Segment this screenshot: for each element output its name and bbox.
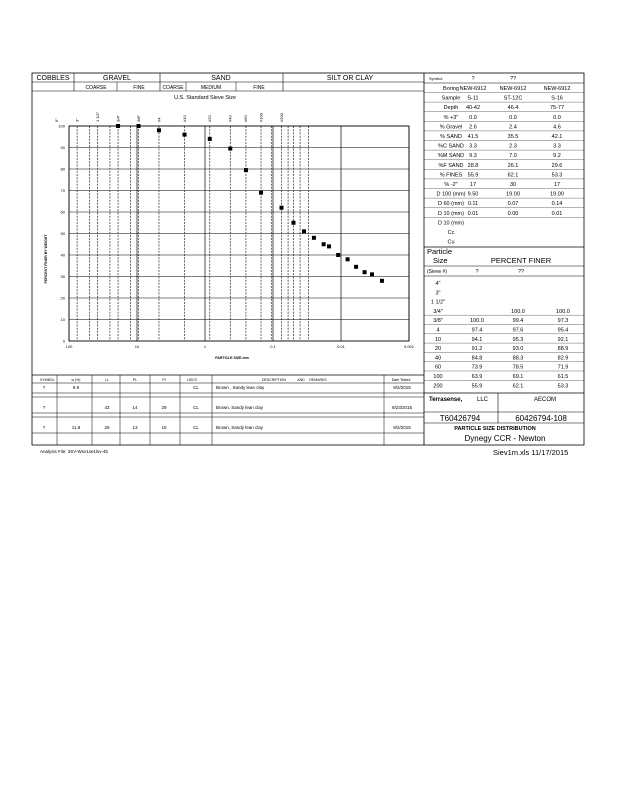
chart-area xyxy=(54,111,415,349)
percent-finer-value: 99.4 xyxy=(512,318,524,325)
data-point xyxy=(208,137,212,141)
sand-fine-label: FINE xyxy=(253,85,265,91)
percent-finer-value: 55.9 xyxy=(471,383,483,390)
data-point xyxy=(380,279,384,283)
percent-finer-value: 69.1 xyxy=(512,374,524,380)
property-value: 0.00 xyxy=(507,210,519,217)
date-tested: 9/2/2015 xyxy=(393,425,411,430)
sieve-label: #200 xyxy=(278,113,284,122)
y-tick-label: 50 xyxy=(60,231,65,236)
property-label: D 100 (mm) xyxy=(436,191,466,198)
percent-finer-value: 93.0 xyxy=(512,346,524,353)
uscs-value: CL xyxy=(193,405,199,410)
percent-finer-value: 97.3 xyxy=(557,318,569,325)
y-tick-label: 80 xyxy=(60,166,65,172)
percent-finer-value: 73.9 xyxy=(471,364,483,371)
percent-finer-value: 97.6 xyxy=(512,327,524,334)
percent-finer-value: 91.2 xyxy=(471,346,483,353)
percent-finer-value: 61.5 xyxy=(557,374,569,380)
y-tick-label: 10 xyxy=(60,317,65,322)
moisture-value: 11.8 xyxy=(71,425,81,430)
property-value: 28.8 xyxy=(467,162,479,169)
sieve-size-label: 40 xyxy=(434,355,442,362)
data-point xyxy=(244,168,248,172)
date-tested: 9/2/2015 xyxy=(393,385,411,390)
date-tested: 9/23/2015 xyxy=(391,405,413,410)
column-header: DESCRIPTION xyxy=(262,378,286,382)
pl-value: 13 xyxy=(132,425,138,430)
silt-clay-label: SILT OR CLAY xyxy=(326,75,374,82)
property-label: %F SAND xyxy=(438,162,464,169)
gravel-coarse-label: COARSE xyxy=(85,85,107,91)
pi-value: 29 xyxy=(161,405,167,410)
y-tick-label: 40 xyxy=(60,252,65,258)
job-number-1: T60426794 xyxy=(439,414,481,423)
data-point xyxy=(302,229,306,233)
column-header: PI xyxy=(162,378,166,382)
sample-description-table xyxy=(32,375,424,445)
x-tick-label: 0.001 xyxy=(403,344,415,349)
property-value: NEW-6912 xyxy=(499,86,527,92)
data-point xyxy=(279,206,283,210)
property-label: Cu xyxy=(447,239,455,246)
data-point xyxy=(327,244,331,248)
percent-finer-value: 92.1 xyxy=(557,336,569,343)
sample-description: Brown, Sandy lean clay xyxy=(216,425,264,430)
property-value: 9.2 xyxy=(553,153,561,160)
y-tick-label: 90 xyxy=(60,145,65,150)
property-value: 3.3 xyxy=(469,143,477,150)
sieve-label: 6" xyxy=(53,118,59,122)
symbol-value: ?? xyxy=(509,76,517,82)
data-point xyxy=(346,257,350,261)
data-point xyxy=(116,124,120,128)
property-value: 19.00 xyxy=(550,191,564,198)
data-point xyxy=(322,242,326,246)
data-point xyxy=(291,221,295,225)
classification-header xyxy=(32,73,424,91)
sample-description: Brown, Sandy lean clay xyxy=(216,405,264,410)
property-label: %C SAND xyxy=(438,143,464,150)
property-label: Cc xyxy=(447,230,455,236)
property-value: NEW-6912 xyxy=(543,86,571,92)
property-value: 9.50 xyxy=(467,191,479,198)
percent-finer-value: 88.3 xyxy=(512,355,524,362)
gravel-label: GRAVEL xyxy=(103,75,131,82)
symbol-value: ? xyxy=(471,76,475,82)
percent-finer-value: 71.9 xyxy=(557,364,569,371)
property-label: D 60 (mm) xyxy=(438,201,464,208)
ll-value: 29 xyxy=(104,425,110,430)
sieve-size-label: 4 xyxy=(436,327,440,334)
property-value: 2.4 xyxy=(509,124,517,131)
property-value: 2.3 xyxy=(509,143,517,150)
sieve-label: 1 1/2" xyxy=(94,111,100,122)
property-value: 0.01 xyxy=(467,210,479,217)
distribution-title: PARTICLE SIZE DISTRIBUTION xyxy=(454,426,536,432)
sieve-label: 3/4" xyxy=(115,115,121,122)
property-value: 3.3 xyxy=(553,143,561,150)
property-label: Boring xyxy=(443,86,459,92)
property-value: 40-42 xyxy=(465,105,481,112)
property-label: D 10 (mm) xyxy=(438,220,464,227)
percent-finer-value: 100.0 xyxy=(470,318,484,325)
ll-value: 43 xyxy=(104,405,110,410)
cobbles-label: COBBLES xyxy=(36,75,70,82)
moisture-value: 9.9 xyxy=(72,385,80,390)
property-label: % +3" xyxy=(443,114,459,121)
company-name: Terrasense, xyxy=(429,397,463,403)
property-value: 4.6 xyxy=(553,124,561,131)
size-label: Size xyxy=(433,256,448,265)
percent-finer-value: 82.9 xyxy=(557,355,569,362)
finer-symbol: ?? xyxy=(517,269,525,275)
symbol-header: Symbol xyxy=(429,76,443,81)
sieve-label: #10 xyxy=(181,115,187,122)
company-llc: LLC xyxy=(477,397,489,403)
property-value: 41.5 xyxy=(467,134,479,140)
property-value: S-11 xyxy=(467,95,479,102)
percent-finer-value: 78.5 xyxy=(512,364,524,371)
sand-medium-label: MEDIUM xyxy=(200,85,222,91)
gravel-fine-label: FINE xyxy=(133,85,145,91)
y-tick-label: 70 xyxy=(60,188,65,193)
property-value: 53.3 xyxy=(551,172,563,179)
property-value: 7.0 xyxy=(509,153,517,160)
project-name: Dynegy CCR - Newton xyxy=(464,434,546,443)
job-number-2: 60426794-108 xyxy=(515,414,567,423)
data-point xyxy=(336,253,340,257)
property-label: Depth xyxy=(443,105,459,112)
column-header: LL xyxy=(105,378,109,382)
sieve-size-label: 100 xyxy=(433,374,443,380)
property-value: 17 xyxy=(469,182,477,188)
column-header: USCS xyxy=(187,378,197,382)
property-value: 0.11 xyxy=(467,201,479,208)
percent-finer-table xyxy=(424,247,584,389)
sieve-size-title: U.S. Standard Sieve Size xyxy=(173,95,237,101)
property-value: 29.6 xyxy=(551,162,563,169)
sieve-label: #4 xyxy=(156,117,162,122)
index-properties-table xyxy=(424,76,584,246)
sieve-label: 3/8" xyxy=(135,115,141,122)
property-label: % SAND xyxy=(440,134,462,140)
property-value: 75-77 xyxy=(549,105,565,112)
percent-finer-value: 88.9 xyxy=(557,346,569,353)
sieve-label: #40 xyxy=(227,115,233,122)
property-value: 0.07 xyxy=(507,201,519,208)
data-point xyxy=(183,133,187,137)
y-tick-label: 100 xyxy=(58,123,65,129)
property-label: D 10 (mm) xyxy=(438,210,464,217)
title-block xyxy=(424,393,584,443)
property-value: 30 xyxy=(509,182,517,188)
property-value: ST-12C xyxy=(503,95,523,102)
property-value: 17 xyxy=(553,182,561,188)
x-tick-label: 0.01 xyxy=(337,344,345,349)
y-tick-label: 20 xyxy=(60,295,65,301)
property-value: S-16 xyxy=(551,95,563,102)
property-value: 0.0 xyxy=(553,114,561,121)
sand-label: SAND xyxy=(211,75,231,82)
data-point xyxy=(363,270,367,274)
property-value: 2.6 xyxy=(469,124,477,131)
property-value: 55.9 xyxy=(467,172,479,179)
property-value: 46.4 xyxy=(507,105,519,112)
client-name: AECOM xyxy=(534,397,557,403)
sieve-size-label: 3/4" xyxy=(433,308,443,315)
percent-finer-value: 94.1 xyxy=(471,336,483,343)
column-header: Date Tested xyxy=(391,378,411,382)
column-header: PL xyxy=(132,378,138,382)
sieve-hash-label: (Sieve #) xyxy=(427,269,448,275)
property-value: 0.0 xyxy=(469,114,477,121)
column-header: w (%) xyxy=(71,378,81,382)
sample-symbol: ? xyxy=(42,405,46,410)
percent-finer-value: 53.3 xyxy=(557,383,569,390)
property-label: %M SAND xyxy=(437,153,465,160)
sieve-label: 3" xyxy=(74,118,80,122)
y-tick-label: 30 xyxy=(60,274,65,279)
property-value: 0.14 xyxy=(551,201,563,208)
property-value: NEW-6912 xyxy=(459,86,487,92)
property-label: Sample xyxy=(441,95,461,102)
property-value: 42.1 xyxy=(551,134,563,140)
data-point xyxy=(137,124,141,128)
percent-finer-value: 95.3 xyxy=(512,336,524,343)
analysis-file: Analysis File: 3SV-Wsx1xe1lsv-4b xyxy=(40,449,109,454)
finer-symbol: ? xyxy=(475,269,479,275)
column-header: SYMBOL xyxy=(40,378,55,382)
property-label: % -2" xyxy=(444,182,458,188)
sieve-size-label: 3/8" xyxy=(433,318,443,325)
percent-finer-value: 100.0 xyxy=(556,308,570,315)
sieve-label: #20 xyxy=(207,115,213,122)
sample-symbol: ? xyxy=(42,425,46,430)
percent-finer-value: 84.8 xyxy=(471,355,483,362)
sieve-size-label: 200 xyxy=(433,383,443,390)
property-value: 9.3 xyxy=(469,153,477,160)
pl-value: 14 xyxy=(132,405,138,410)
sample-description: Brown , Sandy lean clay xyxy=(216,385,265,390)
data-point xyxy=(354,265,358,269)
percent-finer-value: 95.4 xyxy=(557,327,569,334)
sand-coarse-label: COARSE xyxy=(162,85,184,91)
pi-value: 16 xyxy=(161,425,167,430)
sieve-size-label: 3" xyxy=(435,290,441,297)
property-value: 19.00 xyxy=(506,191,520,198)
percent-finer-value: 97.4 xyxy=(471,327,483,334)
sample-symbol: ? xyxy=(42,385,46,390)
column-header: AND xyxy=(297,378,305,382)
percent-finer-value: 62.1 xyxy=(512,383,524,390)
sieve-size-label: 20 xyxy=(434,346,442,353)
y-tick-label: 60 xyxy=(60,209,65,215)
spreadsheet-file: Siev1m.xls 11/17/2015 xyxy=(493,448,569,457)
property-label: % FINES xyxy=(439,172,463,179)
sieve-size-label: 1 1/2" xyxy=(430,299,446,306)
x-tick-label: 1 xyxy=(203,344,207,349)
x-tick-label: 100 xyxy=(65,344,73,349)
percent-finer-value: 100.0 xyxy=(511,308,525,315)
sieve-size-label: 4" xyxy=(435,281,441,287)
data-point xyxy=(157,128,161,132)
data-point xyxy=(370,272,374,276)
percent-finer-header: PERCENT FINER xyxy=(490,256,552,265)
data-point xyxy=(228,147,232,151)
x-tick-label: 0.1 xyxy=(270,344,276,349)
property-value: 26.1 xyxy=(507,162,519,169)
x-tick-label: 10 xyxy=(134,344,140,349)
sieve-label: #100 xyxy=(258,113,264,122)
uscs-value: CL xyxy=(193,385,199,390)
sieve-size-label: 60 xyxy=(434,364,442,371)
sieve-size-label: 10 xyxy=(434,336,442,343)
sieve-label: #60 xyxy=(243,115,249,122)
y-axis-label: PERCENT FINER BY WEIGHT xyxy=(44,234,48,284)
column-header: REMARKS xyxy=(309,378,327,382)
data-point xyxy=(259,191,263,195)
property-value: 0.0 xyxy=(509,114,517,121)
y-tick-label: 0 xyxy=(62,338,65,344)
property-label: % Gravel xyxy=(439,124,463,131)
x-axis-label: PARTICLE SIZE-mm xyxy=(215,356,249,360)
property-value: 0.01 xyxy=(551,210,563,217)
percent-finer-value: 63.9 xyxy=(471,374,483,380)
property-value: 62.1 xyxy=(507,172,519,179)
property-value: 35.5 xyxy=(507,134,519,140)
data-point xyxy=(312,236,316,240)
particle-label: Particle xyxy=(427,247,453,256)
uscs-value: CL xyxy=(193,425,199,430)
